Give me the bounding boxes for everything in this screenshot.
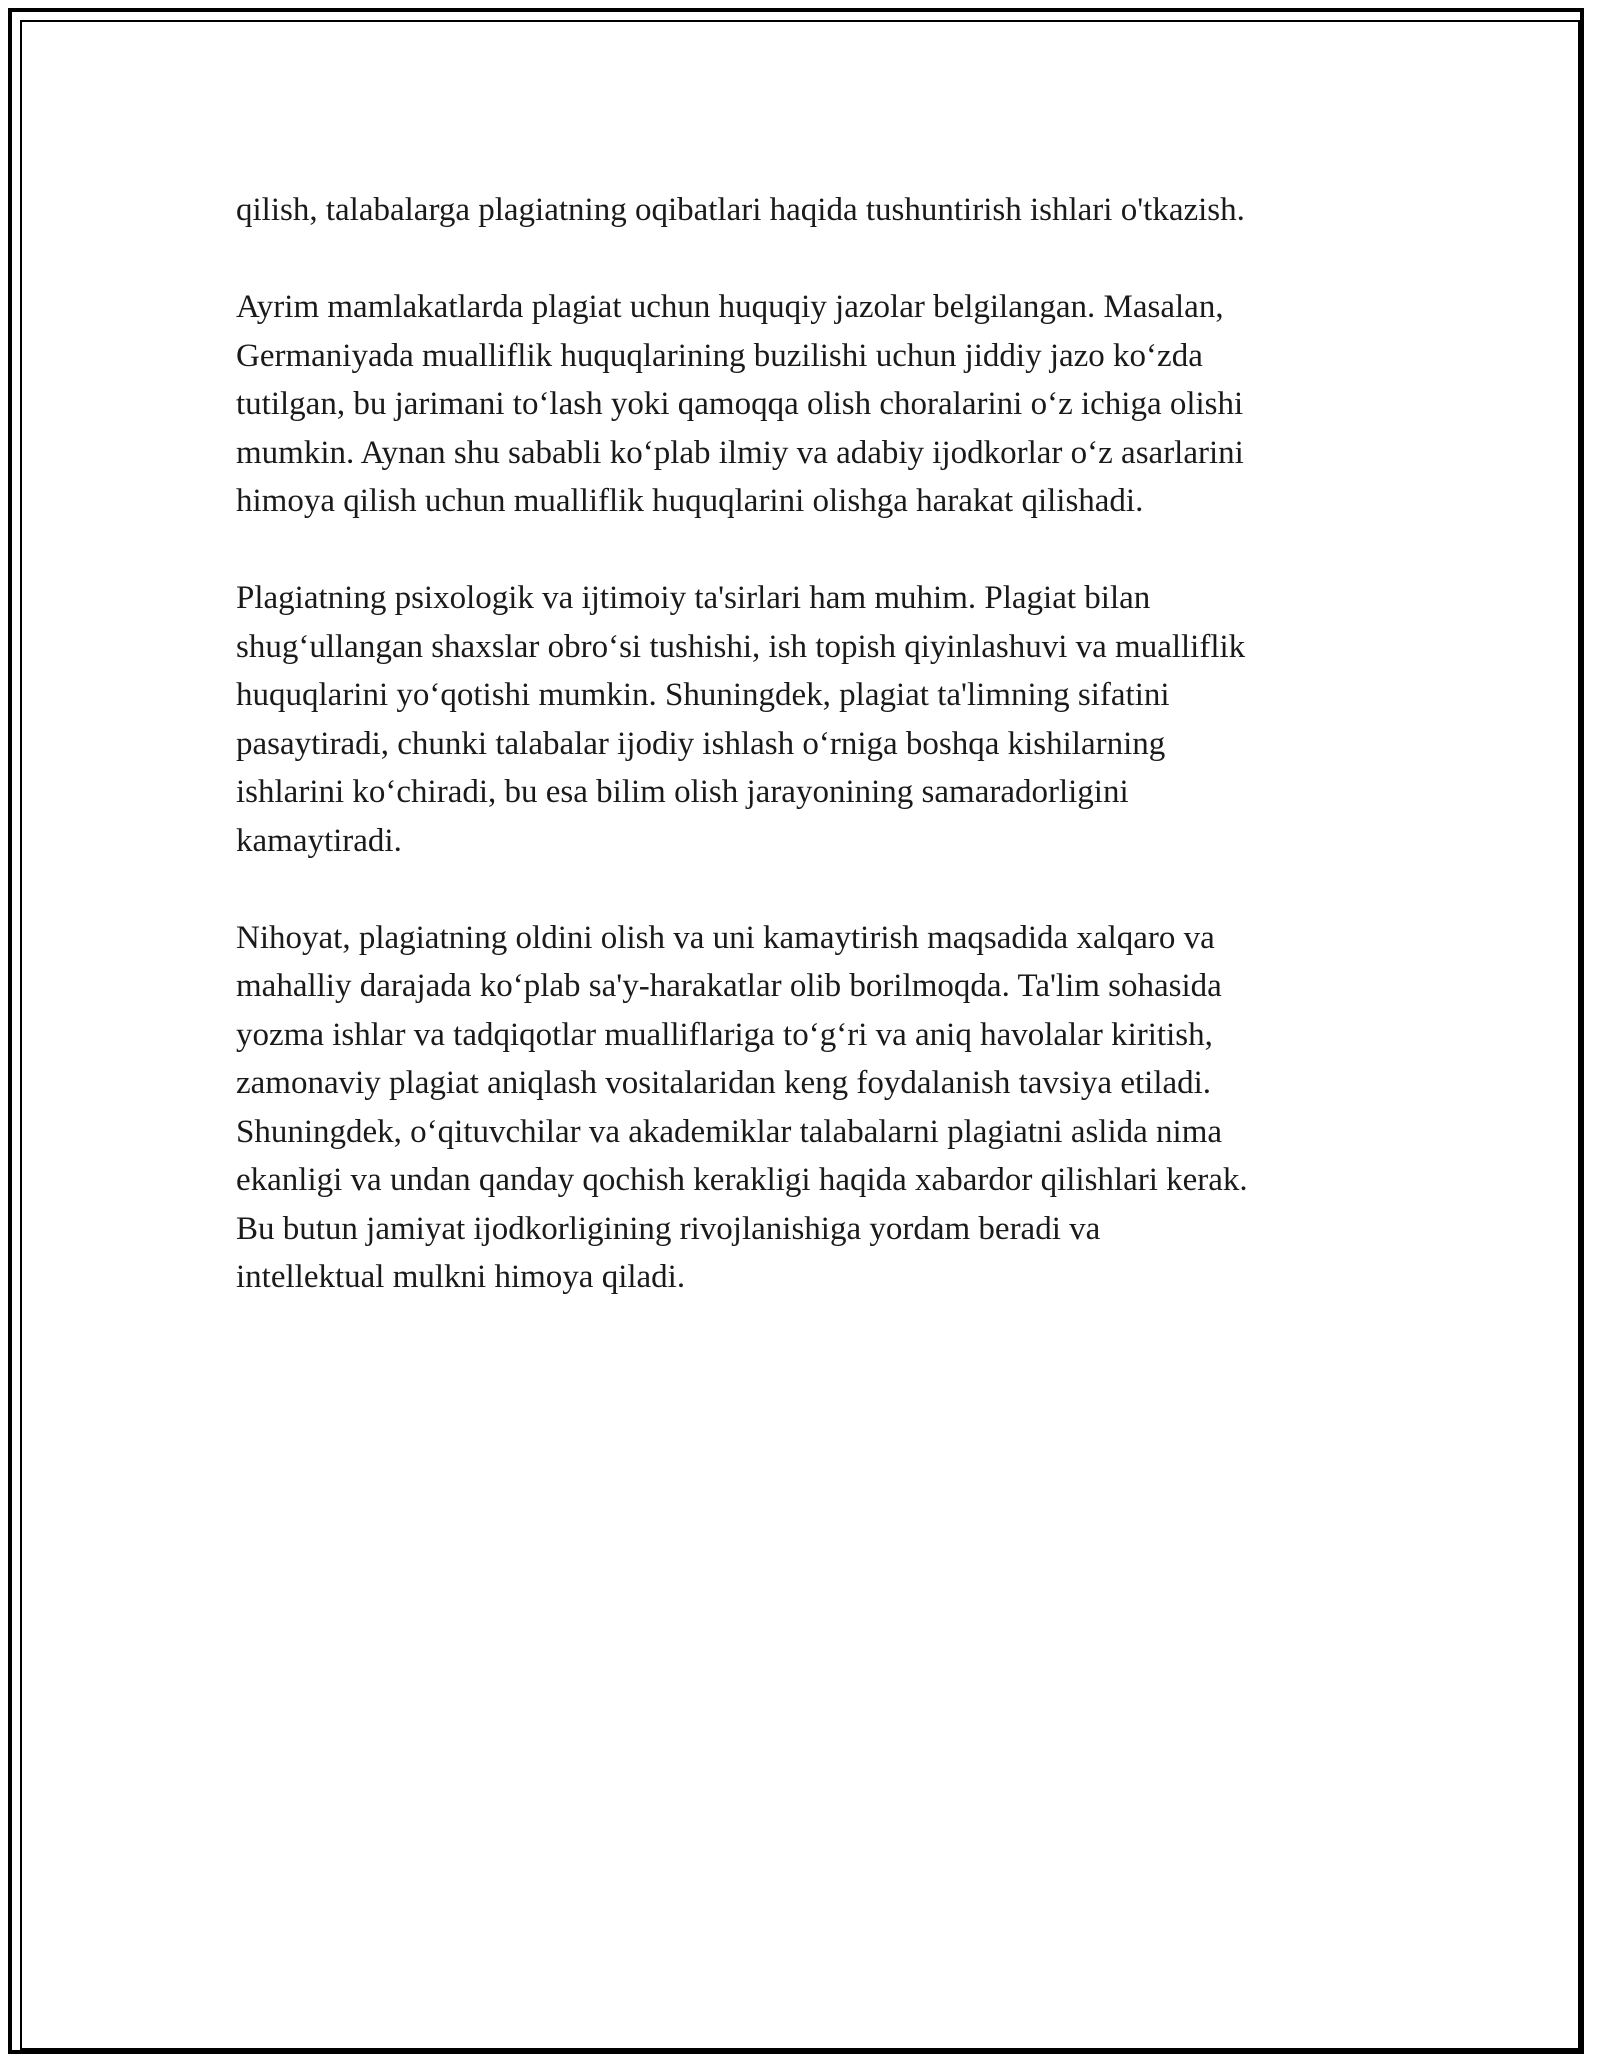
paragraph-2: Ayrim mamlakatlarda plagiat uchun huquqiy jazolar belgilangan. Masalan, Germaniyada mualliflik huquqlarining buzilishi uchun jiddiy jazo koʻzda tutilgan, bu jarimani toʻlash yoki qamoqqa olish choralarini oʻz ichiga olishi mumkin. Aynan shu sababli koʻplab ilmiy va adabiy ijodkorlar oʻz asarlarini himoya qilish uchun mualliflik huquqlarini olishga harakat qilishadi. <box>236 289 1244 519</box>
paragraph-1: qilish, talabalarga plagiatning oqibatlari haqida tushuntirish ishlari o'tkazish. <box>236 192 1245 228</box>
paragraph-3: Plagiatning psixologik va ijtimoiy ta'sirlari ham muhim. Plagiat bilan shugʻullangan shaxslar obroʻsi tushishi, ish topish qiyinlashuvi va mualliflik huquqlarini yoʻqotishi mumkin. Shuningdek, plagiat ta'limning sifatini pasaytiradi, chunki talabalar ijodiy ishlash oʻrniga boshqa kishilarning ishlarini koʻchiradi, bu esa bilim olish jarayonining samaradorligini kamaytiradi. <box>236 580 1246 859</box>
paragraph-4: Nihoyat, plagiatning oldini olish va uni kamaytirish maqsadida xalqaro va mahalliy darajada koʻplab sa'y-harakatlar olib borilmoqda. Ta'lim sohasida yozma ishlar va tadqiqotlar mualliflariga toʻgʻri va aniq havolalar kiritish, zamonaviy plagiat aniqlash vositalaridan keng foydalanish tavsiya etiladi. Shuningdek, oʻqituvchilar va akademiklar talabalarni plagiatni aslida nima ekanligi va undan qanday qochish kerakligi haqida xabardor qilishlari kerak. Bu butun jamiyat ijodkorligining rivojlanishiga yordam beradi va intellektual mulkni himoya qiladi. <box>236 919 1248 1295</box>
document-body <box>236 186 1386 1350</box>
